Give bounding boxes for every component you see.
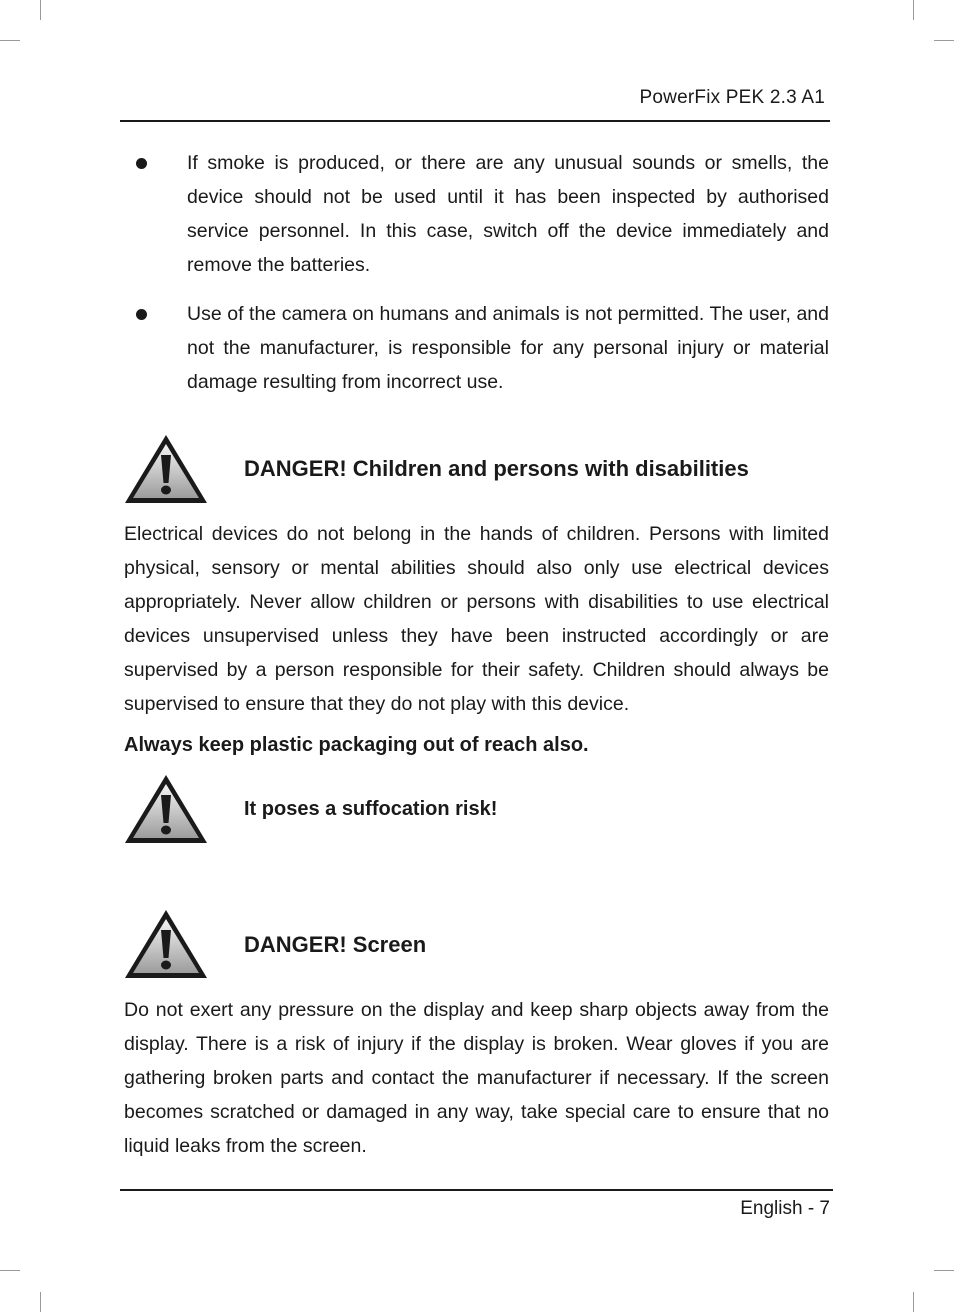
list-item (136, 297, 829, 399)
section-title-screen: DANGER! Screen (244, 932, 427, 957)
header-divider (120, 120, 830, 122)
list-item-text: If smoke is produced, or there are any unusual sounds or smells, the device should not be used until it has been inspected by authorised service personnel. In this case, switch off the device immediately and remove the batteries. (187, 152, 829, 276)
section-body-children: Electrical devices do not belong in the hands of children. Persons with limited physical, sensory or mental abilities should also only use electrical devices appropriately. Never allow children or persons with disabilities to use electrical devices unsupervised unless they have been instructed accordingly or are supervised by a person responsible for their safety. Children should always be supervised to ensure that they do not play with this device. (124, 523, 829, 715)
crop-mark (934, 1270, 954, 1271)
packaging-note: Always keep plastic packaging out of reach also. (124, 734, 589, 756)
warning-triangle-icon (123, 908, 209, 980)
list-item-text: Use of the camera on humans and animals is not permitted. The user, and not the manufacturer, is responsible for any personal injury or material damage resulting from incorrect use. (187, 303, 829, 393)
section-body-screen: Do not exert any pressure on the display and keep sharp objects away from the display. There is a risk of injury if the display is broken. Wear gloves if you are gathering broken parts and contact the manufacturer if necessary. If the screen becomes scratched or damaged in any way, take special care to ensure that no liquid leaks from the screen. (124, 999, 829, 1157)
page-header-title: PowerFix PEK 2.3 A1 (639, 87, 825, 108)
crop-mark (40, 1292, 41, 1312)
crop-mark (913, 1292, 914, 1312)
warning-triangle-icon (123, 433, 209, 505)
crop-mark (0, 40, 20, 41)
crop-mark (40, 0, 41, 20)
crop-mark (0, 1270, 20, 1271)
warning-triangle-icon (123, 773, 209, 845)
crop-mark (913, 0, 914, 20)
footer-divider (120, 1189, 833, 1191)
list-item (136, 146, 829, 282)
crop-mark (934, 40, 954, 41)
bullet-icon (136, 158, 147, 169)
section-title-children: DANGER! Children and persons with disabilities (244, 456, 749, 481)
bullet-icon (136, 309, 147, 320)
suffocation-warning: It poses a suffocation risk! (244, 798, 498, 820)
page-number: English - 7 (740, 1198, 830, 1219)
